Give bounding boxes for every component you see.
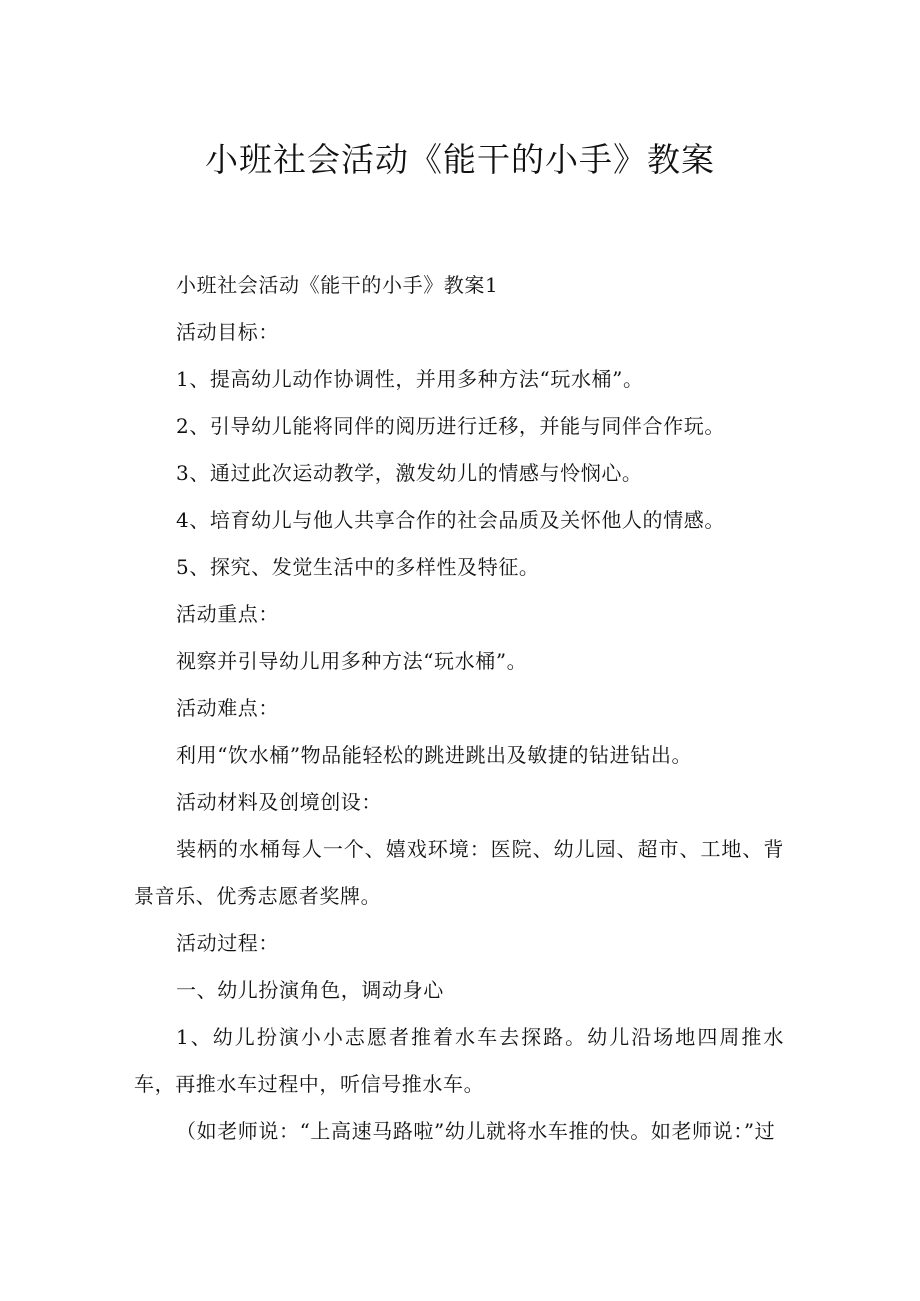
paragraph-subtitle: 小班社会活动《能干的小手》教案1 — [176, 273, 499, 297]
paragraph-note: （如老师说：“上高速马路啦”幼儿就将水车推的快。如老师说：”过 — [176, 1119, 776, 1143]
paragraph-goal-1: 1、提高幼儿动作协调性，并用多种方法“玩水桶”。 — [176, 367, 644, 391]
paragraph-focus-heading: 活动重点： — [176, 602, 279, 626]
paragraph-materials-heading: 活动材料及创境创设： — [176, 790, 382, 814]
paragraph-materials: 装柄的水桶每人一个、嬉戏环境：医院、幼儿园、超市、工地、背景音乐、优秀志愿者奖牌。 — [134, 837, 784, 908]
paragraph-goal-5: 5、探究、发觉生活中的多样性及特征。 — [176, 555, 540, 579]
paragraph-goal-3: 3、通过此次运动教学，激发幼儿的情感与怜悯心。 — [176, 461, 643, 485]
paragraph-process-heading: 活动过程： — [176, 931, 279, 955]
paragraph-step-one: 一、幼儿扮演角色，调动身心 — [176, 978, 444, 1002]
document-body — [134, 262, 784, 1155]
paragraph-step-one-1: 1、幼儿扮演小小志愿者推着水车去探路。幼儿沿场地四周推水车，再推水车过程中，听信号推水车。 — [134, 1025, 784, 1096]
paragraph-difficulty-heading: 活动难点： — [176, 696, 279, 720]
paragraph-goal-4: 4、培育幼儿与他人共享合作的社会品质及关怀他人的情感。 — [176, 508, 725, 532]
paragraph-goal-2: 2、引导幼儿能将同伴的阅历进行迁移，并能与同伴合作玩。 — [176, 414, 725, 438]
paragraph-difficulty: 利用“饮水桶”物品能轻松的跳进跳出及敏捷的钻进钻出。 — [176, 743, 693, 767]
paragraph-focus: 视察并引导幼儿用多种方法“玩水桶”。 — [176, 649, 528, 673]
paragraph-goals-heading: 活动目标： — [176, 320, 279, 344]
document-title: 小班社会活动《能干的小手》教案 — [205, 140, 715, 179]
